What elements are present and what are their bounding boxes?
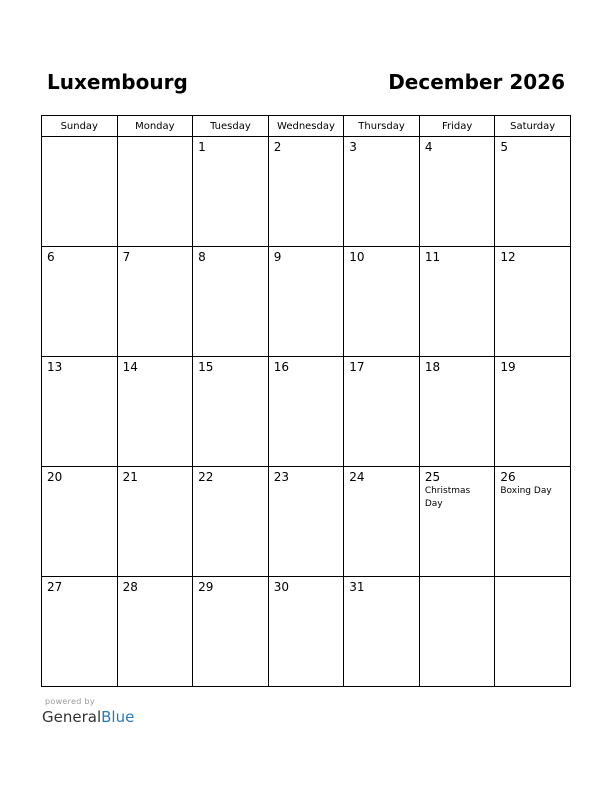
day-cell [344,577,420,687]
holiday-label: Christmas Day [424,486,471,509]
day-number: 22 [198,470,214,484]
weekday-header: Tuesday [193,116,269,137]
day-cell [117,357,193,467]
day-cell [193,137,269,247]
day-cell [495,137,571,247]
day-cell [117,577,193,687]
day-number: 26 [500,470,516,484]
calendar-grid [41,115,571,687]
day-cell [419,577,495,687]
day-number: 7 [122,250,131,264]
day-cell [117,467,193,577]
day-cell [193,247,269,357]
day-cell [193,357,269,467]
day-number: 28 [122,580,138,594]
powered-by-label: powered by [45,697,95,706]
day-number: 8 [198,250,206,264]
day-number: 13 [47,360,63,374]
day-cell [344,467,420,577]
day-cell [419,137,495,247]
day-cell [42,577,118,687]
day-number: 29 [198,580,214,594]
day-number: 4 [424,140,433,154]
day-number: 11 [424,250,441,264]
day-cell [495,247,571,357]
day-number: 25 [424,470,441,484]
day-number: 12 [500,250,516,264]
day-number: 3 [349,140,357,154]
day-number: 31 [349,580,365,594]
week-row [42,137,571,247]
day-cell [495,357,571,467]
day-number: 16 [273,360,289,374]
day-cell [193,577,269,687]
brand-general: General [42,708,102,726]
weekday-header: Sunday [42,116,118,137]
week-row [42,247,571,357]
country-title: Luxembourg [47,70,188,94]
day-cell [419,247,495,357]
weekday-header: Thursday [344,116,420,137]
day-number: 1 [198,140,206,154]
day-number: 6 [47,250,55,264]
day-number: 20 [47,470,63,484]
day-cell [344,247,420,357]
day-cell [419,357,495,467]
weekday-header: Saturday [495,116,571,137]
weekday-header-row [42,116,571,137]
day-cell [495,577,571,687]
day-number: 19 [500,360,516,374]
day-cell [268,577,344,687]
day-cell [344,357,420,467]
weekday-header: Monday [117,116,193,137]
day-cell [495,467,571,577]
brand-blue: Blue [101,708,135,726]
day-cell [268,247,344,357]
brand-logo [42,708,134,726]
day-number: 14 [122,360,138,374]
week-row [42,357,571,467]
day-number: 21 [122,470,138,484]
weekday-header: Wednesday [268,116,344,137]
day-cell [419,467,495,577]
day-number: 23 [273,470,289,484]
day-cell [193,467,269,577]
day-cell [117,137,193,247]
day-cell [268,137,344,247]
day-cell [268,467,344,577]
day-cell [42,467,118,577]
day-number: 15 [198,360,214,374]
day-cell [42,137,118,247]
day-number: 10 [349,250,365,264]
day-number: 27 [47,580,63,594]
day-number: 2 [273,140,282,154]
day-number: 5 [500,140,509,154]
day-cell [117,247,193,357]
day-cell [42,357,118,467]
holiday-label: Boxing Day [500,486,552,496]
weekday-header: Friday [419,116,495,137]
day-number: 18 [424,360,441,374]
week-row [42,577,571,687]
month-year-title: December 2026 [388,70,565,94]
week-row [42,467,571,577]
day-cell [268,357,344,467]
day-cell [42,247,118,357]
day-number: 30 [273,580,289,594]
footer-branding [42,697,134,726]
day-cell [344,137,420,247]
day-number: 9 [273,250,282,264]
day-number: 17 [349,360,365,374]
day-number: 24 [349,470,365,484]
